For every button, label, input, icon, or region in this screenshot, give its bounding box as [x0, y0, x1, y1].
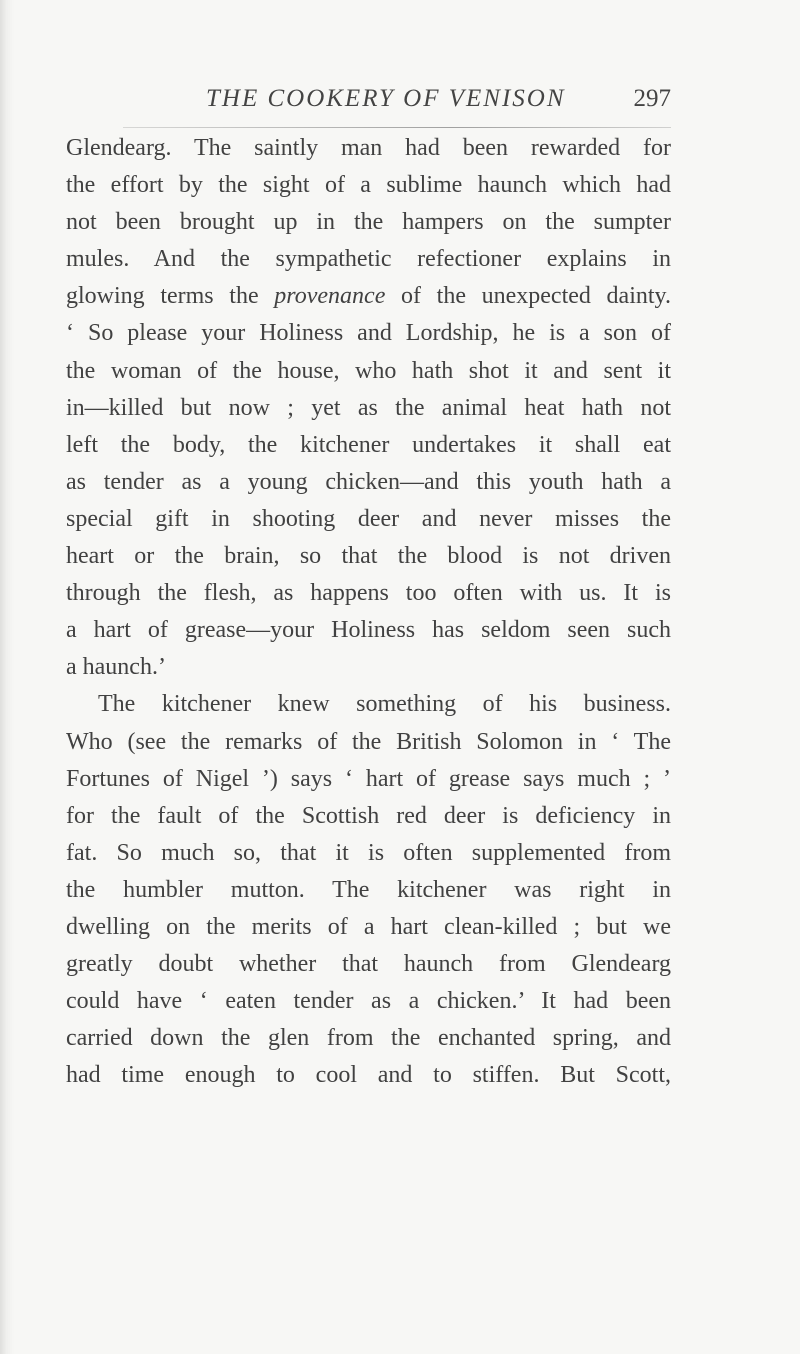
- text-line: could have ‘ eaten tender as a chicken.’ It had been: [66, 988, 671, 1015]
- paragraph-start-line: The kitchener knew something of his business.: [98, 691, 671, 718]
- text-line: through the flesh, as happens too often with us. It is: [66, 580, 671, 607]
- text-line: Fortunes of Nigel ’) says ‘ hart of grease says much ; ’: [66, 765, 671, 792]
- text-line: a haunch.’: [66, 654, 166, 681]
- page-edge-shadow: [0, 0, 14, 1354]
- italic-term: provenance: [274, 283, 386, 310]
- text-segment: glowing terms the: [66, 283, 275, 310]
- text-line: special gift in shooting deer and never misses the: [66, 505, 671, 532]
- body-text: [66, 130, 671, 1094]
- text-line: the effort by the sight of a sublime haunch which had: [66, 172, 671, 199]
- text-line: ‘ So please your Holiness and Lordship, he is a son of: [66, 320, 671, 347]
- text-line: the woman of the house, who hath shot it and sent it: [66, 357, 671, 384]
- text-line: in—killed but now ; yet as the animal heat hath not: [66, 394, 671, 421]
- text-line: dwelling on the merits of a hart clean-killed ; but we: [66, 913, 671, 940]
- text-line: Who (see the remarks of the British Solomon in ‘ The: [66, 728, 671, 755]
- page-number: 297: [633, 85, 671, 112]
- text-line: fat. So much so, that it is often supplemented from: [66, 839, 671, 866]
- text-segment: of the unexpected dainty.: [385, 283, 671, 310]
- text-line: greatly doubt whether that haunch from Glendearg: [66, 951, 671, 978]
- text-line: carried down the glen from the enchanted spring, and: [66, 1025, 671, 1052]
- text-line: for the fault of the Scottish red deer is deficiency in: [66, 802, 671, 829]
- header-rule: [123, 127, 671, 128]
- text-line: left the body, the kitchener undertakes it shall eat: [66, 431, 671, 458]
- text-line-with-italic: [66, 278, 671, 315]
- text-line: had time enough to cool and to stiffen. But Scott,: [66, 1062, 671, 1089]
- text-line: the humbler mutton. The kitchener was right in: [66, 876, 671, 903]
- text-line: heart or the brain, so that the blood is not driven: [66, 543, 671, 570]
- text-line: as tender as a young chicken—and this youth hath a: [66, 468, 671, 495]
- text-line: a hart of grease—your Holiness has seldom seen such: [66, 617, 671, 644]
- running-head: [66, 82, 671, 116]
- running-title: THE COOKERY OF VENISON: [206, 85, 566, 112]
- text-line: not been brought up in the hampers on the sumpter: [66, 209, 671, 236]
- text-line: mules. And the sympathetic refectioner explains in: [66, 246, 671, 273]
- text-line: Glendearg. The saintly man had been rewarded for: [66, 135, 671, 161]
